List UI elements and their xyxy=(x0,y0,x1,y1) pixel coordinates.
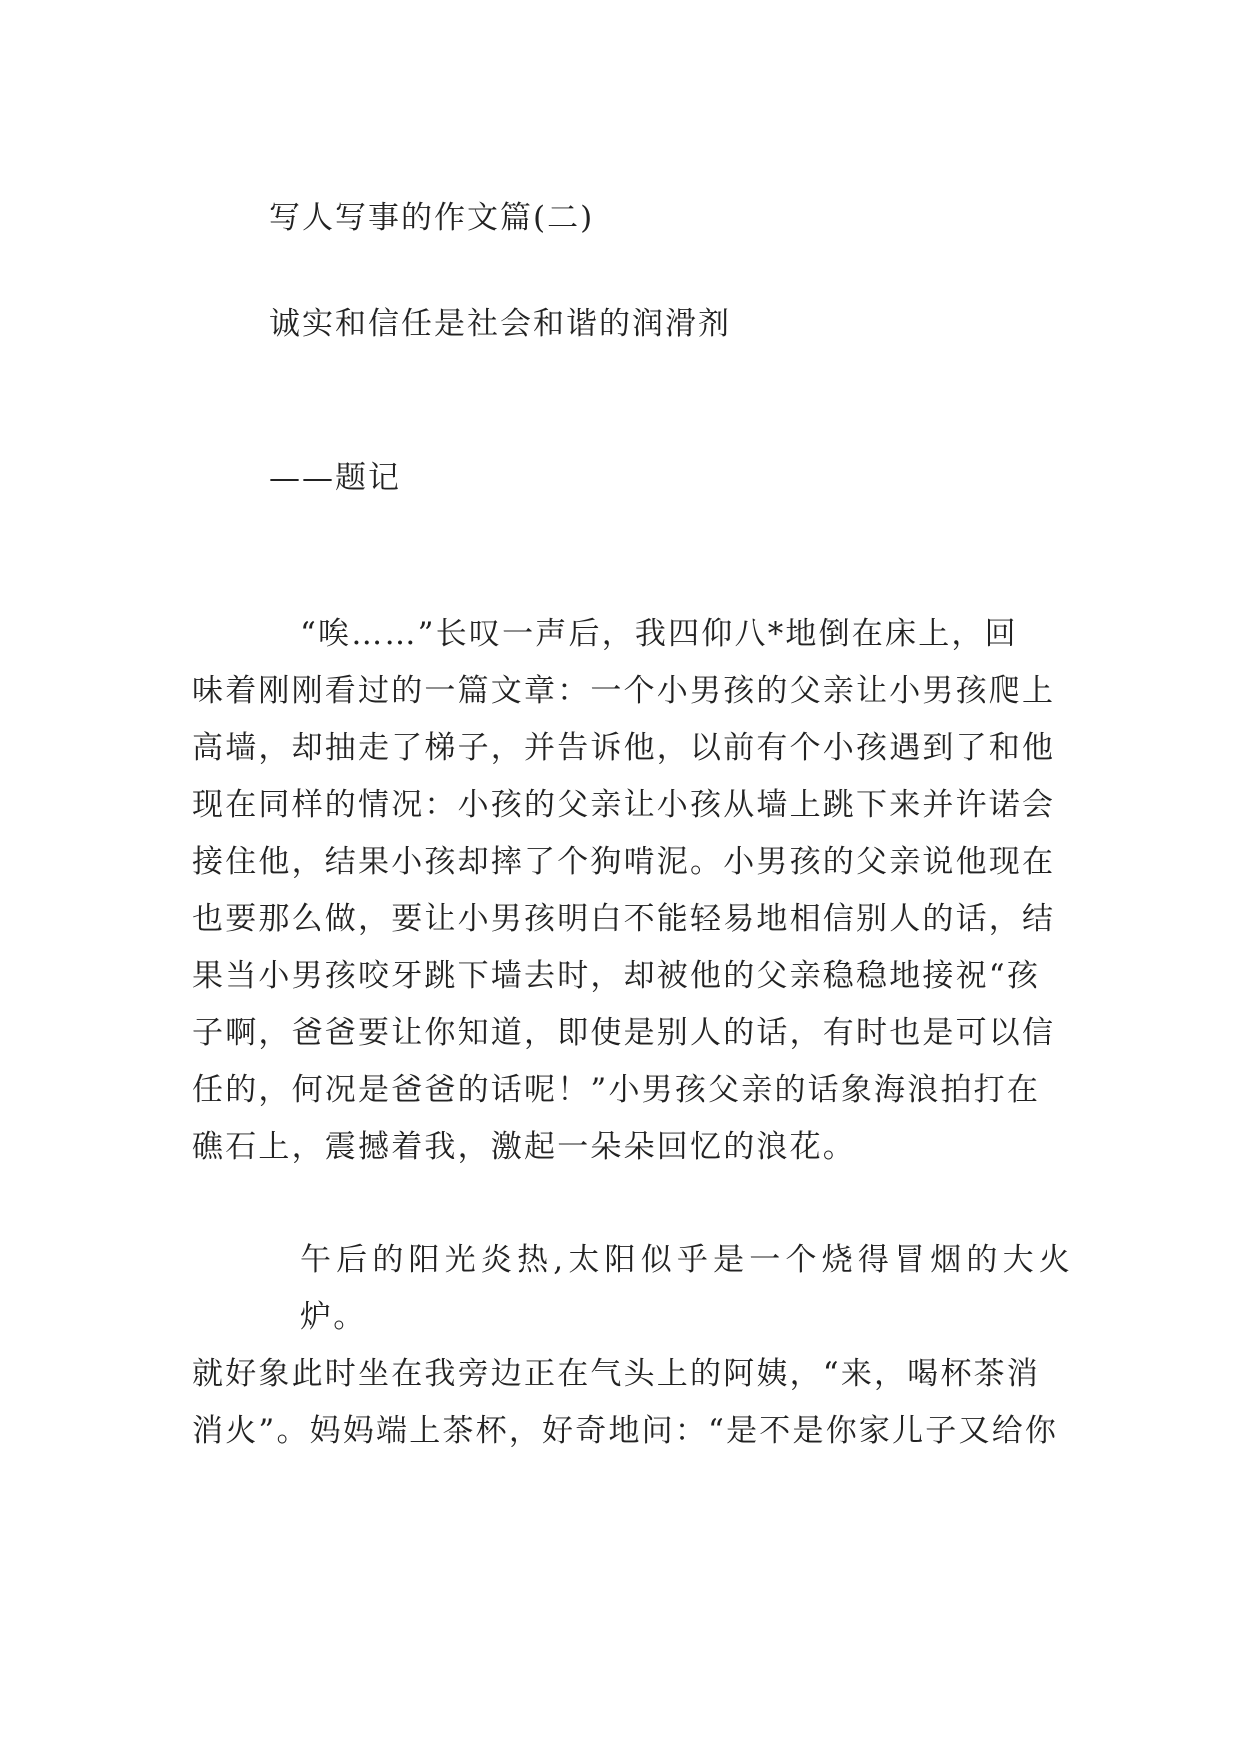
paragraph-2-line: 消火”。妈妈端上茶杯，好奇地问：“是不是你家儿子又给你 xyxy=(192,1413,1059,1449)
paragraph-2 xyxy=(192,1232,1072,1460)
document-subtitle: 诚实和信任是社会和谐的润滑剂 xyxy=(269,306,731,342)
paragraph-2-line: 午后的阳光炎热,太阳似乎是一个烧得冒烟的大火炉。 xyxy=(300,1242,1072,1335)
paragraph-1-line: 子啊，爸爸要让你知道，即使是别人的话，有时也是可以信 xyxy=(192,1015,1056,1051)
paragraph-1-line: 也要那么做，要让小男孩明白不能轻易地相信别人的话，结 xyxy=(192,901,1056,937)
document-title: 写人写事的作文篇(二) xyxy=(269,200,595,236)
epigraph-attribution: ——题记 xyxy=(269,460,401,496)
paragraph-1-line: 接住他，结果小孩却摔了个狗啃泥。小男孩的父亲说他现在 xyxy=(192,844,1056,880)
paragraph-1-line: 任的，何况是爸爸的话呢！”小男孩父亲的话象海浪拍打在 xyxy=(192,1072,1041,1108)
paragraph-1-line: 高墙，却抽走了梯子，并告诉他，以前有个小孩遇到了和他 xyxy=(192,730,1056,766)
paragraph-1-line: 礁石上，震撼着我，激起一朵朵回忆的浪花。 xyxy=(192,1129,856,1165)
paragraph-1-line: “唉……”长叹一声后，我四仰八*地倒在床上，回 xyxy=(300,616,1018,652)
paragraph-2-line: 就好象此时坐在我旁边正在气头上的阿姨，“来，喝杯茶消 xyxy=(192,1356,1041,1392)
paragraph-1-line: 果当小男孩咬牙跳下墙去时，却被他的父亲稳稳地接祝“孩 xyxy=(192,958,1041,994)
paragraph-1 xyxy=(192,606,1072,1176)
paragraph-1-line: 现在同样的情况：小孩的父亲让小孩从墙上跳下来并许诺会 xyxy=(192,787,1056,823)
paragraph-1-line: 味着刚刚看过的一篇文章：一个小男孩的父亲让小男孩爬上 xyxy=(192,673,1056,709)
